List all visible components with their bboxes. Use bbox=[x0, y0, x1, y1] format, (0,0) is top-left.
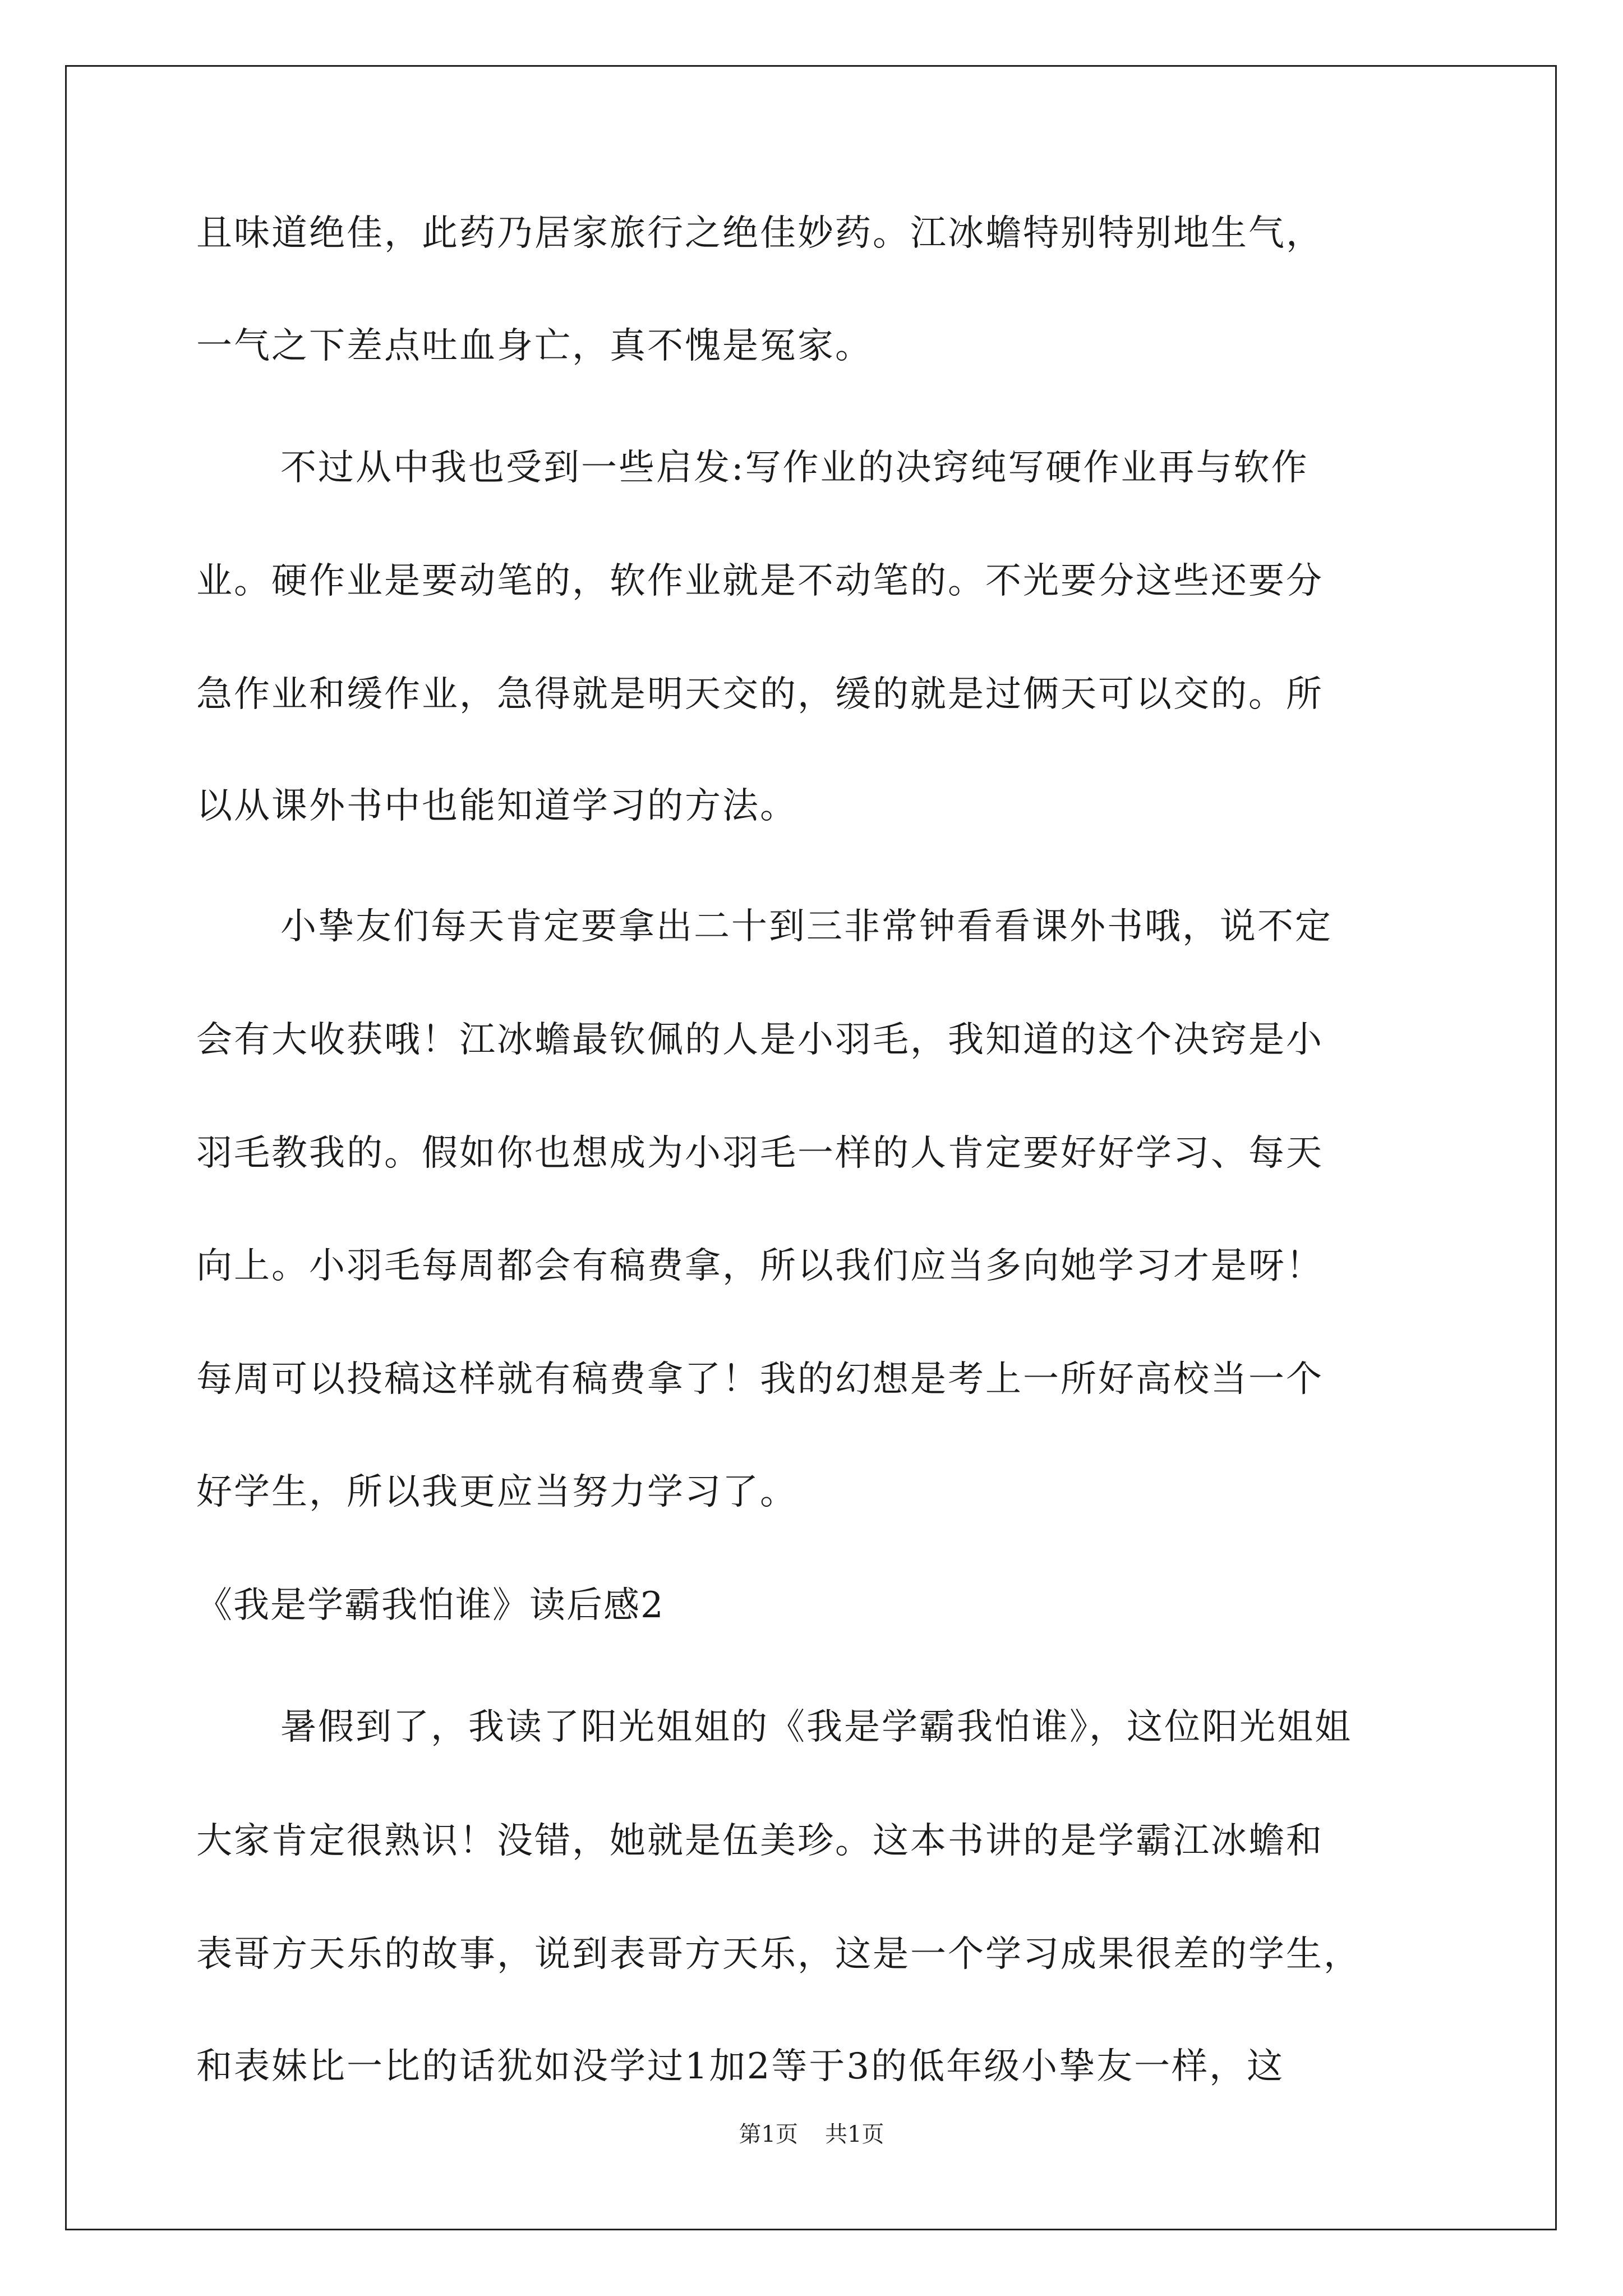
text-line: 急作业和缓作业，急得就是明天交的，缓的就是过俩天可以交的。所 bbox=[196, 674, 1324, 715]
paragraph-start-line: 暑假到了，我读了阳光姐姐的《我是学霸我怕谁》，这位阳光姐姐 bbox=[280, 1706, 1352, 1748]
page-total: 共1页 bbox=[825, 2122, 884, 2147]
paragraph-start-line: 不过从中我也受到一些启发:写作业的决窍纯写硬作业再与软作 bbox=[280, 447, 1309, 489]
text-line: 且味道绝佳，此药乃居家旅行之绝佳妙药。江冰蟾特别特别地生气， bbox=[196, 213, 1324, 254]
text-line: 会有大收获哦！江冰蟾最钦佩的人是小羽毛，我知道的这个决窍是小 bbox=[196, 1019, 1324, 1061]
text-line: 和表妹比一比的话犹如没学过1加2等于3的低年级小挚友一样，这 bbox=[196, 2046, 1285, 2087]
text-line: 一气之下差点吐血身亡，真不愧是冤家。 bbox=[196, 325, 873, 367]
text-line: 羽毛教我的。假如你也想成为小羽毛一样的人肯定要好好学习、每天 bbox=[196, 1133, 1324, 1174]
text-line: 大家肯定很熟识！没错，她就是伍美珍。这本书讲的是学霸江冰蟾和 bbox=[196, 1820, 1324, 1862]
page-footer bbox=[0, 2123, 1623, 2146]
section-heading: 《我是学霸我怕谁》读后感2 bbox=[196, 1585, 665, 1626]
page-number: 第1页 bbox=[739, 2122, 798, 2147]
text-line: 好学生，所以我更应当努力学习了。 bbox=[196, 1471, 797, 1513]
text-line: 表哥方天乐的故事，说到表哥方天乐，这是一个学习成果很差的学生， bbox=[196, 1934, 1361, 1975]
paragraph-start-line: 小挚友们每天肯定要拿出二十到三非常钟看看课外书哦，说不定 bbox=[280, 906, 1332, 947]
text-line: 向上。小羽毛每周都会有稿费拿，所以我们应当多向她学习才是呀！ bbox=[196, 1245, 1324, 1287]
text-line: 以从课外书中也能知道学习的方法。 bbox=[196, 785, 797, 827]
text-line: 业。硬作业是要动笔的，软作业就是不动笔的。不光要分这些还要分 bbox=[196, 560, 1324, 602]
text-line: 每周可以投稿这样就有稿费拿了！我的幻想是考上一所好高校当一个 bbox=[196, 1359, 1324, 1400]
